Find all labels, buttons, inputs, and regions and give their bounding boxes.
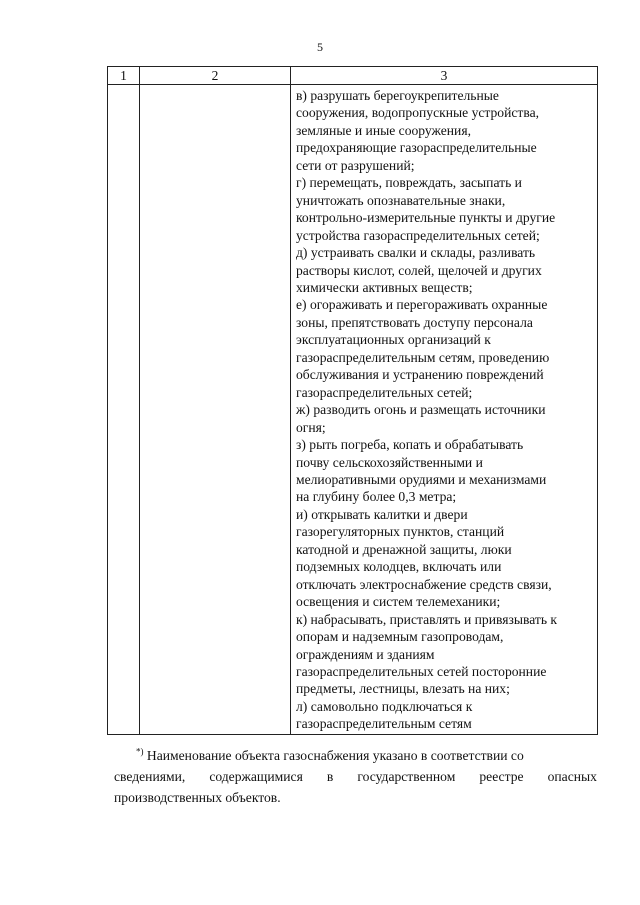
content-line: устройства газораспределительных сетей;: [296, 227, 540, 243]
content-line: сети от разрушений;: [296, 157, 415, 173]
content-line: газорегуляторных пунктов, станций: [296, 524, 505, 540]
content-line: г) перемещать, повреждать, засыпать и: [296, 175, 522, 191]
content-line: химически активных веществ;: [296, 279, 473, 295]
footnote-line-3: производственных объектов.: [114, 790, 281, 805]
content-line: газораспределительным сетям: [296, 716, 472, 732]
content-line: эксплуатационных организаций к: [296, 332, 491, 348]
footnote-word: государственном: [357, 769, 456, 784]
footnote: [114, 745, 597, 808]
content-line: зоны, препятствовать доступу персонала: [296, 314, 533, 330]
content-line: е) огораживать и перегораживать охранные: [296, 297, 548, 313]
content-line: предметы, лестницы, влезать на них;: [296, 681, 510, 697]
content-line: предохраняющие газораспределительные: [296, 140, 537, 156]
cell-col-3: [291, 85, 598, 735]
footnote-word: содержащимися: [209, 769, 303, 784]
content-line: почву сельскохозяйственными и: [296, 454, 483, 470]
content-line: освещения и систем телемеханики;: [296, 594, 501, 610]
content-line: обслуживания и устранению повреждений: [296, 367, 544, 383]
content-line: газораспределительных сетей посторонние: [296, 663, 547, 679]
footnote-word: сведениями,: [114, 769, 186, 784]
content-line: ж) разводить огонь и размещать источники: [296, 402, 546, 418]
content-line: газораспределительным сетям, проведению: [296, 349, 550, 365]
footnote-line-1: [114, 745, 597, 766]
footnote-word: опасных: [547, 769, 597, 784]
cell-col-1: [108, 85, 140, 735]
column-header-1: 1: [108, 67, 140, 85]
content-line: катодной и дренажной защиты, люки: [296, 541, 512, 557]
content-line: л) самовольно подключаться к: [296, 698, 473, 714]
content-line: земляные и иные сооружения,: [296, 122, 471, 138]
footnote-text-1: Наименование объекта газоснабжения указано в соответствии со: [146, 748, 524, 763]
content-line: огня;: [296, 419, 326, 435]
footnote-word: в: [326, 769, 334, 784]
content-line: в) разрушать берегоукрепительные: [296, 88, 499, 103]
page-number: 5: [317, 40, 323, 54]
content-line: з) рыть погреба, копать и обрабатывать: [296, 437, 524, 453]
content-line: подземных колодцев, включать или: [296, 559, 502, 575]
content-line: растворы кислот, солей, щелочей и других: [296, 262, 542, 278]
content-line: сооружения, водопропускные устройства,: [296, 105, 540, 121]
column-header-3: 3: [291, 67, 598, 85]
content-line: д) устраивать свалки и склады, разливать: [296, 245, 536, 261]
content-line: ограждениям и зданиям: [296, 646, 435, 662]
content-line: контрольно-измерительные пункты и другие: [296, 210, 556, 226]
requirements-table: [107, 66, 598, 735]
content-line: отключать электроснабжение средств связи,: [296, 576, 552, 592]
content-line: на глубину более 0,3 метра;: [296, 489, 457, 505]
content-line: уничтожать опознавательные знаки,: [296, 192, 506, 208]
footnote-marker: *): [136, 746, 144, 757]
footnote-line-2: [114, 766, 597, 787]
content-line: к) набрасывать, приставлять и привязывать к: [296, 611, 558, 627]
content-line: опорам и надземным газопроводам,: [296, 629, 504, 645]
cell-col-2: [140, 85, 291, 735]
column-header-2: 2: [140, 67, 291, 85]
table-row: [108, 85, 598, 735]
footnote-word: реестре: [479, 769, 524, 784]
content-line: газораспределительных сетей;: [296, 384, 473, 400]
table-header-row: [108, 67, 598, 85]
content-line: мелиоративными орудиями и механизмами: [296, 471, 547, 487]
content-line: и) открывать калитки и двери: [296, 506, 468, 522]
